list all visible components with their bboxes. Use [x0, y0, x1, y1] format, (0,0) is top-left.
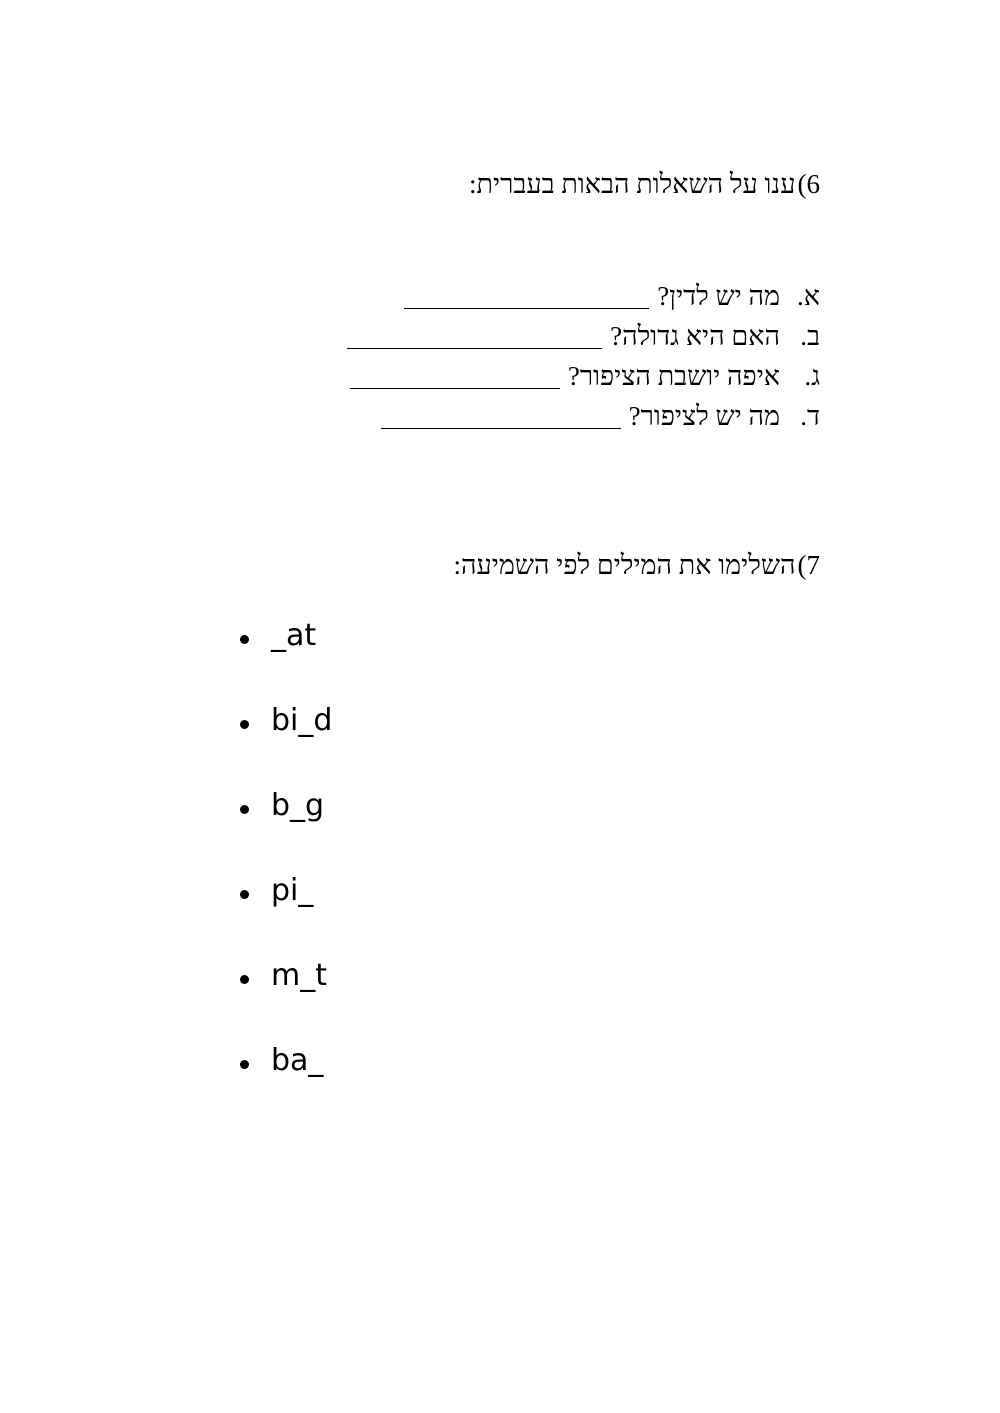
list-item	[240, 788, 332, 873]
section-6-heading	[469, 169, 820, 200]
list-item	[240, 703, 332, 788]
question-item	[347, 320, 820, 352]
word-text: b_g	[271, 788, 325, 823]
word-text: _at	[271, 618, 317, 653]
word-text: m_t	[271, 958, 327, 993]
list-item	[240, 958, 332, 1043]
answer-blank[interactable]	[350, 364, 560, 389]
bullet-icon	[240, 890, 249, 899]
answer-blank[interactable]	[347, 324, 602, 349]
list-item	[240, 1043, 332, 1128]
list-item	[240, 873, 332, 958]
word-text: pi_	[271, 873, 314, 908]
word-text: bi_d	[271, 703, 333, 738]
question-letter: ג.	[804, 361, 820, 391]
question-letter: ד.	[800, 401, 820, 431]
word-text: ba_	[271, 1043, 324, 1078]
section-7-heading	[453, 550, 820, 581]
bullet-icon	[240, 1060, 249, 1069]
question-text: מה יש לדין?	[657, 281, 780, 311]
question-letter: א.	[797, 281, 820, 311]
word-list	[240, 618, 332, 1128]
bullet-icon	[240, 635, 249, 644]
question-letter: ב.	[800, 321, 820, 351]
section-7-number: 7)	[797, 550, 820, 580]
question-text: מה יש לציפור?	[628, 401, 780, 431]
question-text: האם היא גדולה?	[610, 321, 780, 351]
bullet-icon	[240, 720, 249, 729]
section-7-title: השלימו את המילים לפי השמיעה:	[453, 550, 796, 580]
question-item	[404, 280, 820, 312]
list-item	[240, 618, 332, 703]
question-text: איפה יושבת הציפור?	[567, 361, 780, 391]
question-item	[350, 360, 820, 392]
answer-blank[interactable]	[404, 284, 649, 309]
question-item	[381, 400, 820, 432]
section-6-number: 6)	[797, 169, 820, 199]
bullet-icon	[240, 975, 249, 984]
bullet-icon	[240, 805, 249, 814]
section-6-title: ענו על השאלות הבאות בעברית:	[469, 169, 796, 199]
answer-blank[interactable]	[381, 404, 621, 429]
